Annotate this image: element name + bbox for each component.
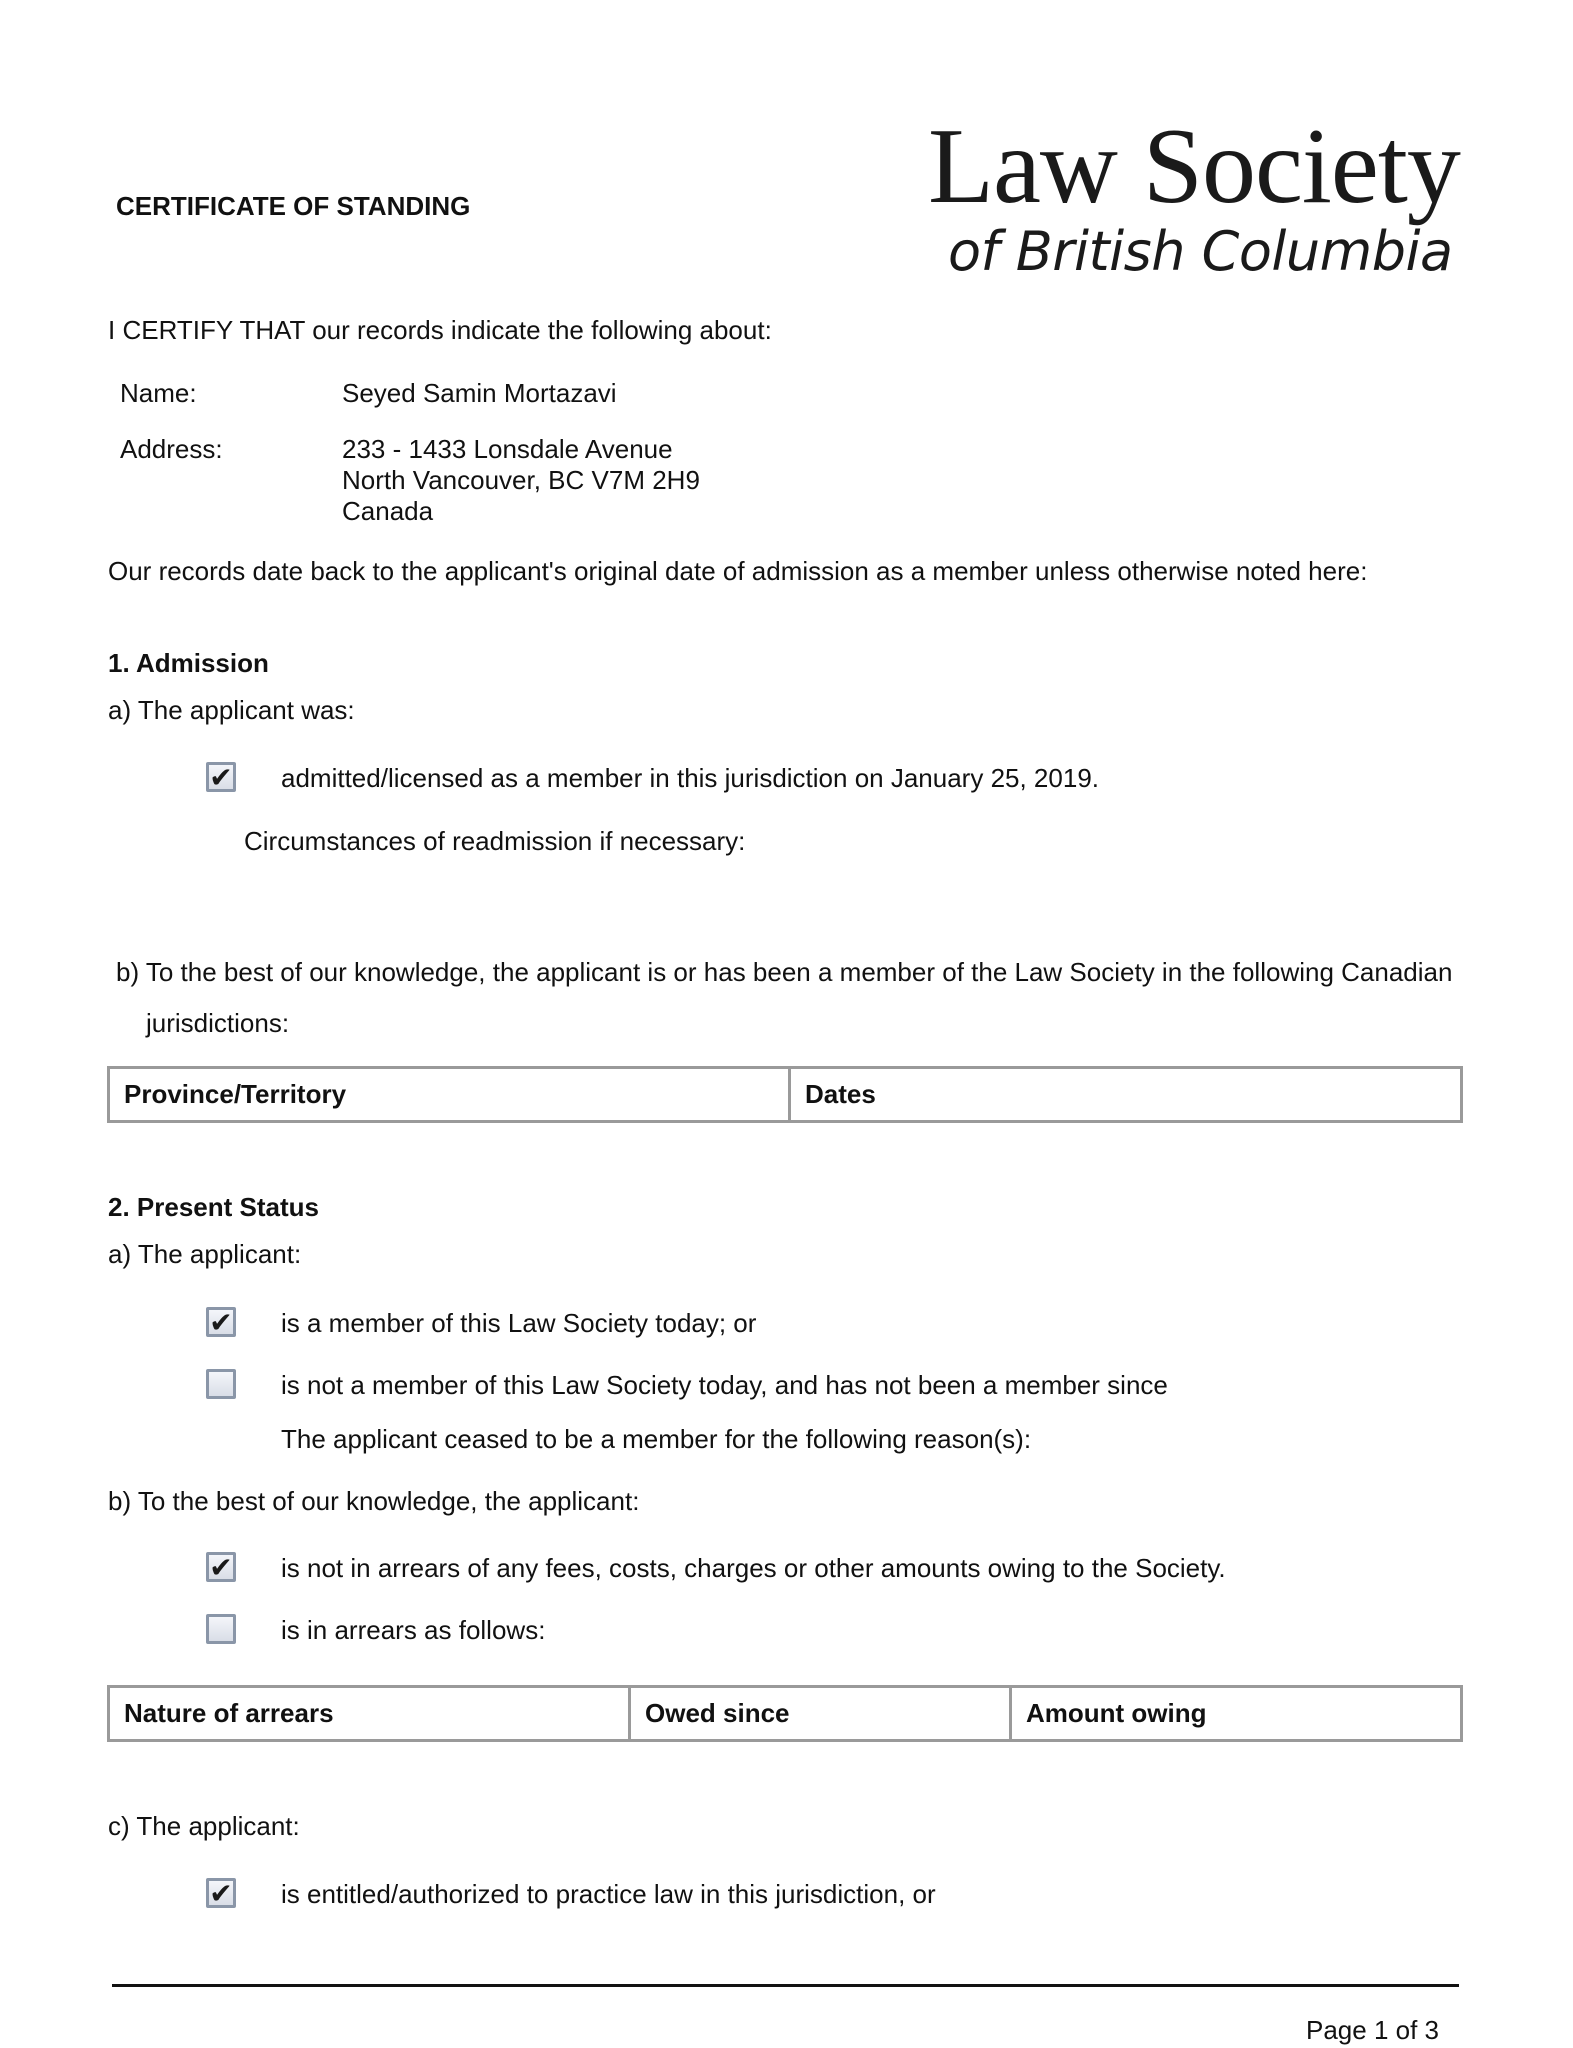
admission-b-line2: jurisdictions: xyxy=(146,1008,290,1038)
address-line: North Vancouver, BC V7M 2H9 xyxy=(342,465,700,495)
entitled-checkbox[interactable] xyxy=(206,1878,236,1908)
check-mark-icon: ✔ xyxy=(209,1877,233,1910)
status-option-text: is a member of this Law Society today; or xyxy=(281,1308,757,1338)
arrears-table xyxy=(107,1685,1463,1742)
check-mark-icon: ✔ xyxy=(209,1551,233,1584)
address-line: Canada xyxy=(342,496,434,526)
certify-intro: I CERTIFY THAT our records indicate the following about: xyxy=(108,315,772,345)
table-header-cell: Nature of arrears xyxy=(109,1687,630,1741)
name-label: Name: xyxy=(120,378,197,408)
admission-a-label: a) The applicant was: xyxy=(108,695,355,725)
document-title: CERTIFICATE OF STANDING xyxy=(116,191,471,221)
no-arrears-checkbox[interactable] xyxy=(206,1552,236,1582)
name-value: Seyed Samin Mortazavi xyxy=(342,378,617,408)
section-present-status-heading: 2. Present Status xyxy=(108,1192,319,1222)
page-number: Page 1 of 3 xyxy=(1306,2015,1439,2045)
status-b-label: b) To the best of our knowledge, the applicant: xyxy=(108,1486,640,1516)
status-c-label: c) The applicant: xyxy=(108,1811,300,1841)
records-note: Our records date back to the applicant's original date of admission as a member unless otherwise noted here: xyxy=(108,556,1368,586)
ceased-label: The applicant ceased to be a member for the following reason(s): xyxy=(281,1424,1032,1454)
admitted-checkbox[interactable] xyxy=(206,762,236,792)
jurisdictions-table xyxy=(107,1066,1463,1123)
law-society-logo-title: Law Society xyxy=(928,107,1460,226)
readmission-label: Circumstances of readmission if necessary: xyxy=(244,826,746,856)
in-arrears-checkbox[interactable] xyxy=(206,1614,236,1644)
status-a-label: a) The applicant: xyxy=(108,1239,302,1269)
table-header-cell: Dates xyxy=(790,1068,1462,1122)
status-option-text: is entitled/authorized to practice law in this jurisdiction, or xyxy=(281,1879,936,1909)
footer-divider xyxy=(112,1984,1459,1987)
table-header-cell: Owed since xyxy=(630,1687,1011,1741)
member-today-checkbox[interactable] xyxy=(206,1307,236,1337)
table-header-cell: Province/Territory xyxy=(109,1068,790,1122)
table-row xyxy=(109,1068,1462,1122)
table-row xyxy=(109,1687,1462,1741)
status-option-text: is in arrears as follows: xyxy=(281,1615,546,1645)
section-admission-heading: 1. Admission xyxy=(108,648,269,678)
check-mark-icon: ✔ xyxy=(209,1306,233,1339)
law-society-logo-subtitle: of British Columbia xyxy=(948,220,1453,283)
address-line: 233 - 1433 Lonsdale Avenue xyxy=(342,434,673,464)
check-mark-icon: ✔ xyxy=(209,761,233,794)
status-option-text: is not a member of this Law Society today, and has not been a member since xyxy=(281,1370,1168,1400)
status-option-text: is not in arrears of any fees, costs, charges or other amounts owing to the Society. xyxy=(281,1553,1226,1583)
admitted-text: admitted/licensed as a member in this jurisdiction on January 25, 2019. xyxy=(281,763,1099,793)
address-label: Address: xyxy=(120,434,223,464)
admission-b-line1: b) To the best of our knowledge, the applicant is or has been a member of the Law Society in the following Canadian xyxy=(116,957,1453,987)
table-header-cell: Amount owing xyxy=(1011,1687,1462,1741)
not-member-checkbox[interactable] xyxy=(206,1369,236,1399)
